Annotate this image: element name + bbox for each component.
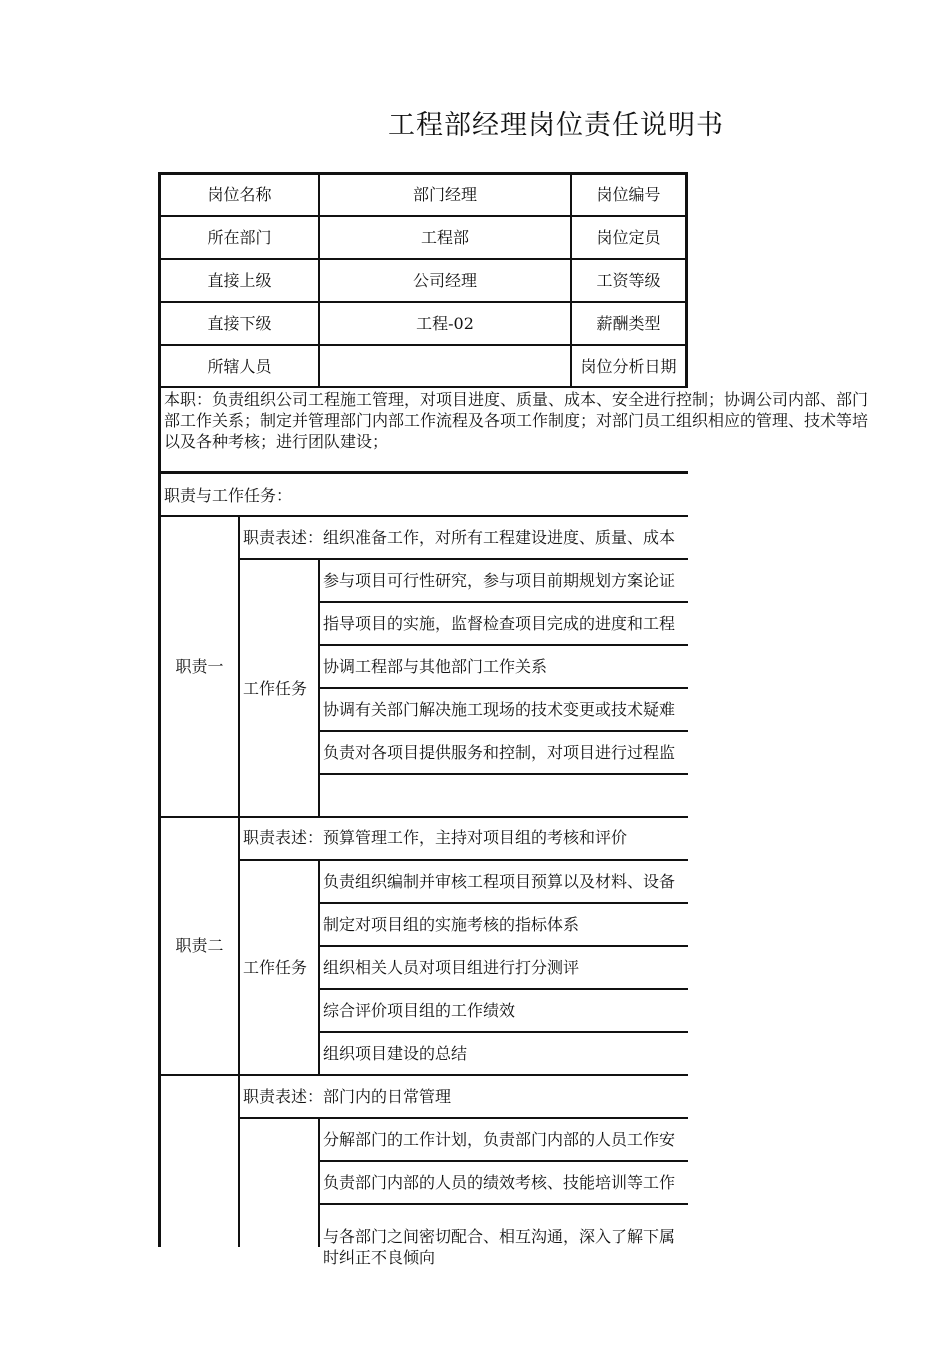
duty-2-statement: 职责表述：预算管理工作，主持对项目组的考核和评价 [243, 828, 628, 847]
divider [238, 515, 240, 1247]
label-headcount: 岗位定员 [596, 228, 661, 247]
duty-2-task: 制定对项目组的实施考核的指标体系 [323, 915, 580, 934]
divider [238, 558, 688, 560]
label-post-number: 岗位编号 [596, 185, 661, 204]
divider [318, 945, 688, 947]
divider [318, 730, 688, 732]
duty-3-statement: 职责表述：部门内的日常管理 [243, 1087, 452, 1106]
label-analysis-date: 岗位分析日期 [580, 357, 677, 376]
divider [318, 1203, 688, 1205]
label-superior: 直接上级 [207, 271, 272, 290]
divider [158, 386, 688, 388]
divider [318, 988, 688, 990]
value-subordinate: 工程-02 [416, 314, 474, 333]
duty-3-task: 与各部门之间密切配合、相互沟通，深入了解下属 [323, 1227, 676, 1246]
duty-3-task: 分解部门的工作计划，负责部门内部的人员工作安 [323, 1130, 676, 1149]
summary-line-1: 本职：负责组织公司工程施工管理，对项目进度、质量、成本、安全进行控制；协调公司内部、部门 [164, 390, 869, 409]
duty-2-task: 组织相关人员对项目组进行打分测评 [323, 958, 580, 977]
value-department: 工程部 [420, 228, 469, 247]
divider [158, 816, 688, 818]
duty-2-task: 组织项目建设的总结 [323, 1044, 468, 1063]
duty-1-task: 参与项目可行性研究，参与项目前期规划方案论证 [323, 571, 676, 590]
divider [158, 301, 688, 303]
label-staff: 所辖人员 [207, 357, 272, 376]
label-subordinate: 直接下级 [207, 314, 272, 333]
divider [158, 1074, 688, 1076]
divider [158, 344, 688, 346]
label-pay-type: 薪酬类型 [596, 314, 661, 333]
divider [238, 859, 688, 861]
duty-3-task: 负责部门内部的人员的绩效考核、技能培训等工作 [323, 1173, 676, 1192]
divider [318, 773, 688, 775]
duty-2-task-label: 工作任务 [243, 958, 308, 977]
summary-line-3: 以及各种考核；进行团队建设； [164, 432, 389, 451]
duties-header: 职责与工作任务： [164, 486, 293, 505]
table-top-border [158, 172, 688, 175]
divider [318, 860, 320, 1075]
value-post-name: 部门经理 [412, 185, 477, 204]
divider [318, 902, 688, 904]
divider [318, 1118, 320, 1247]
label-department: 所在部门 [207, 228, 272, 247]
duty-2-task: 负责组织编制并审核工程项目预算以及材料、设备 [323, 872, 676, 891]
duty-1-task: 协调工程部与其他部门工作关系 [323, 657, 548, 676]
duty-1-task: 指导项目的实施，监督检查项目完成的进度和工程 [323, 614, 676, 633]
duty-1-task: 协调有关部门解决施工现场的技术变更或技术疑难 [323, 700, 676, 719]
duty-1-task-label: 工作任务 [243, 679, 308, 698]
divider [238, 1117, 688, 1119]
duty-1-name: 职责一 [175, 657, 224, 676]
divider [318, 601, 688, 603]
label-post-name: 岗位名称 [207, 185, 272, 204]
overflow-text: 时纠正不良倾向 [323, 1248, 436, 1267]
divider [318, 687, 688, 689]
divider [158, 471, 688, 474]
divider [158, 258, 688, 260]
table-right-border [685, 172, 688, 388]
page-title: 工程部经理岗位责任说明书 [388, 110, 724, 141]
divider [318, 644, 688, 646]
divider [318, 1031, 688, 1033]
duty-1-task: 负责对各项目提供服务和控制，对项目进行过程监 [323, 743, 676, 762]
value-superior: 公司经理 [412, 271, 477, 290]
divider [158, 215, 688, 217]
label-salary-grade: 工资等级 [596, 271, 661, 290]
duty-1-statement: 职责表述：组织准备工作，对所有工程建设进度、质量、成本 [243, 528, 676, 547]
duty-2-task: 综合评价项目组的工作绩效 [323, 1001, 516, 1020]
summary-line-2: 部工作关系；制定并管理部门内部工作流程及各项工作制度；对部门员工组织相应的管理、技术等培 [164, 411, 869, 430]
duty-2-name: 职责二 [175, 936, 224, 955]
divider [318, 1160, 688, 1162]
